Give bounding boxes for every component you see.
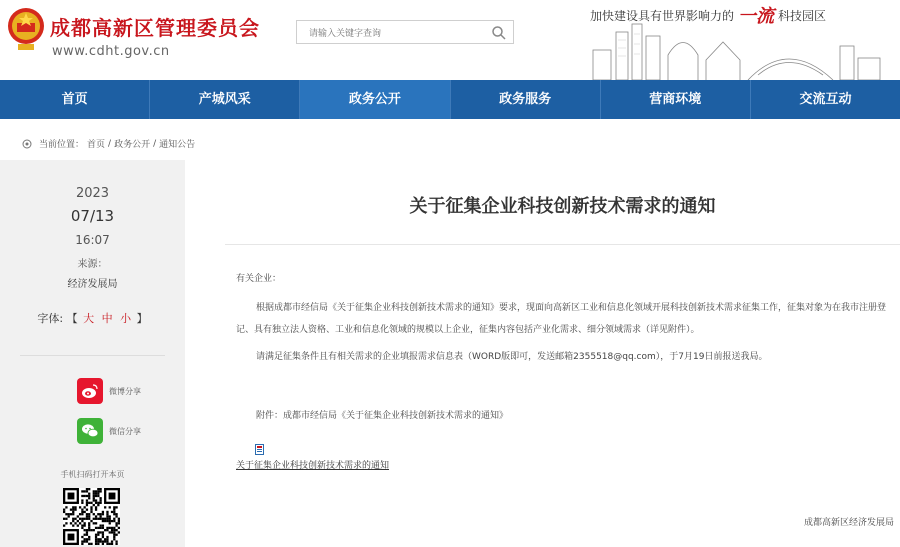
breadcrumb-notices[interactable]: 通知公告 [159,140,196,150]
article-paragraph-2: 请满足征集条件且有相关需求的企业填报需求信息表（WORD版即可，发送邮箱2355518@qq.com），于7月19日前报送我局。 [256,352,768,362]
sidebar-divider [20,355,165,356]
site-url: www.cdht.gov.cn [52,44,170,59]
nav-item-5[interactable]: 交流互动 [799,92,852,107]
breadcrumb-separator: / [153,138,157,149]
scan-label: 手机扫码打开本页 [60,470,125,479]
bracket-close: 】 [136,312,148,325]
city-skyline-image [588,20,888,80]
slogan-highlight: 一流 [738,6,775,27]
source-label: 来源： [77,259,108,270]
national-emblem-icon [6,6,46,52]
search-icon[interactable] [491,25,507,41]
weibo-icon [77,378,103,404]
breadcrumb-prefix: 当前位置： [39,140,85,150]
nav-item-2[interactable]: 政务公开 [300,80,450,119]
breadcrumb-separator: / [108,138,112,149]
font-large-button[interactable]: 大 [83,312,95,325]
article-attachment-note: 附件：成都市经信局《关于征集企业科技创新技术需求的通知》 [256,411,509,421]
article-title: 关于征集企业科技创新技术需求的通知 [409,196,716,217]
nav-item-4[interactable]: 营商环境 [601,80,751,119]
wechat-share-button[interactable] [77,418,141,444]
site-title[interactable]: 成都高新区管理委员会 [50,16,260,40]
nav-item-3[interactable]: 政务服务 [451,80,601,119]
title-divider [225,244,900,245]
location-icon [22,139,32,149]
source-value: 经济发展局 [67,279,118,290]
font-medium-button[interactable]: 中 [101,312,113,325]
slogan-prefix: 加快建设具有世界影响力的 [590,9,735,23]
qr-code-image [63,488,120,545]
article-signature: 成都高新区经济发展局 [803,518,894,528]
breadcrumb [22,137,195,150]
nav-item-1[interactable]: 产城风采 [150,80,300,119]
slogan-suffix: 科技园区 [778,9,827,23]
sidebar [0,160,185,547]
search-input[interactable] [297,23,482,45]
article-paragraph-1: 根据成都市经信局《关于征集企业科技创新技术需求的通知》要求，现面向高新区工业和信息化领域开展科技创新技术需求征集工作，征集对象为在我市注册登记、具有独立法人资格、工业和信息化领域的规模以上企业，征集内容包括产业化需求、细分领域需求（详见附件）。 [236,303,887,335]
weibo-share-label: 微博分享 [109,386,141,396]
weibo-share-button[interactable] [77,378,141,404]
site-header [0,0,900,80]
publish-time: 16:07 [75,233,110,247]
article-salutation: 有关企业： [236,274,282,284]
attachment-file-icon [255,444,264,455]
publish-date: 07/13 [70,207,115,225]
breadcrumb-home[interactable]: 首页 [87,140,106,150]
wechat-icon [77,418,103,444]
search-box [296,20,514,44]
attachment-link[interactable]: 关于征集企业科技创新技术需求的通知 [236,461,390,471]
font-size-label: 字体: [37,312,64,325]
bracket-open: 【 [66,312,78,325]
wechat-share-label: 微信分享 [109,426,141,436]
nav-item-0[interactable]: 首页 [0,80,150,119]
publish-year: 2023 [75,186,110,201]
main-nav [0,80,900,119]
font-small-button[interactable]: 小 [120,312,132,325]
breadcrumb-gov-open[interactable]: 政务公开 [114,140,151,150]
font-size-control [0,310,185,326]
